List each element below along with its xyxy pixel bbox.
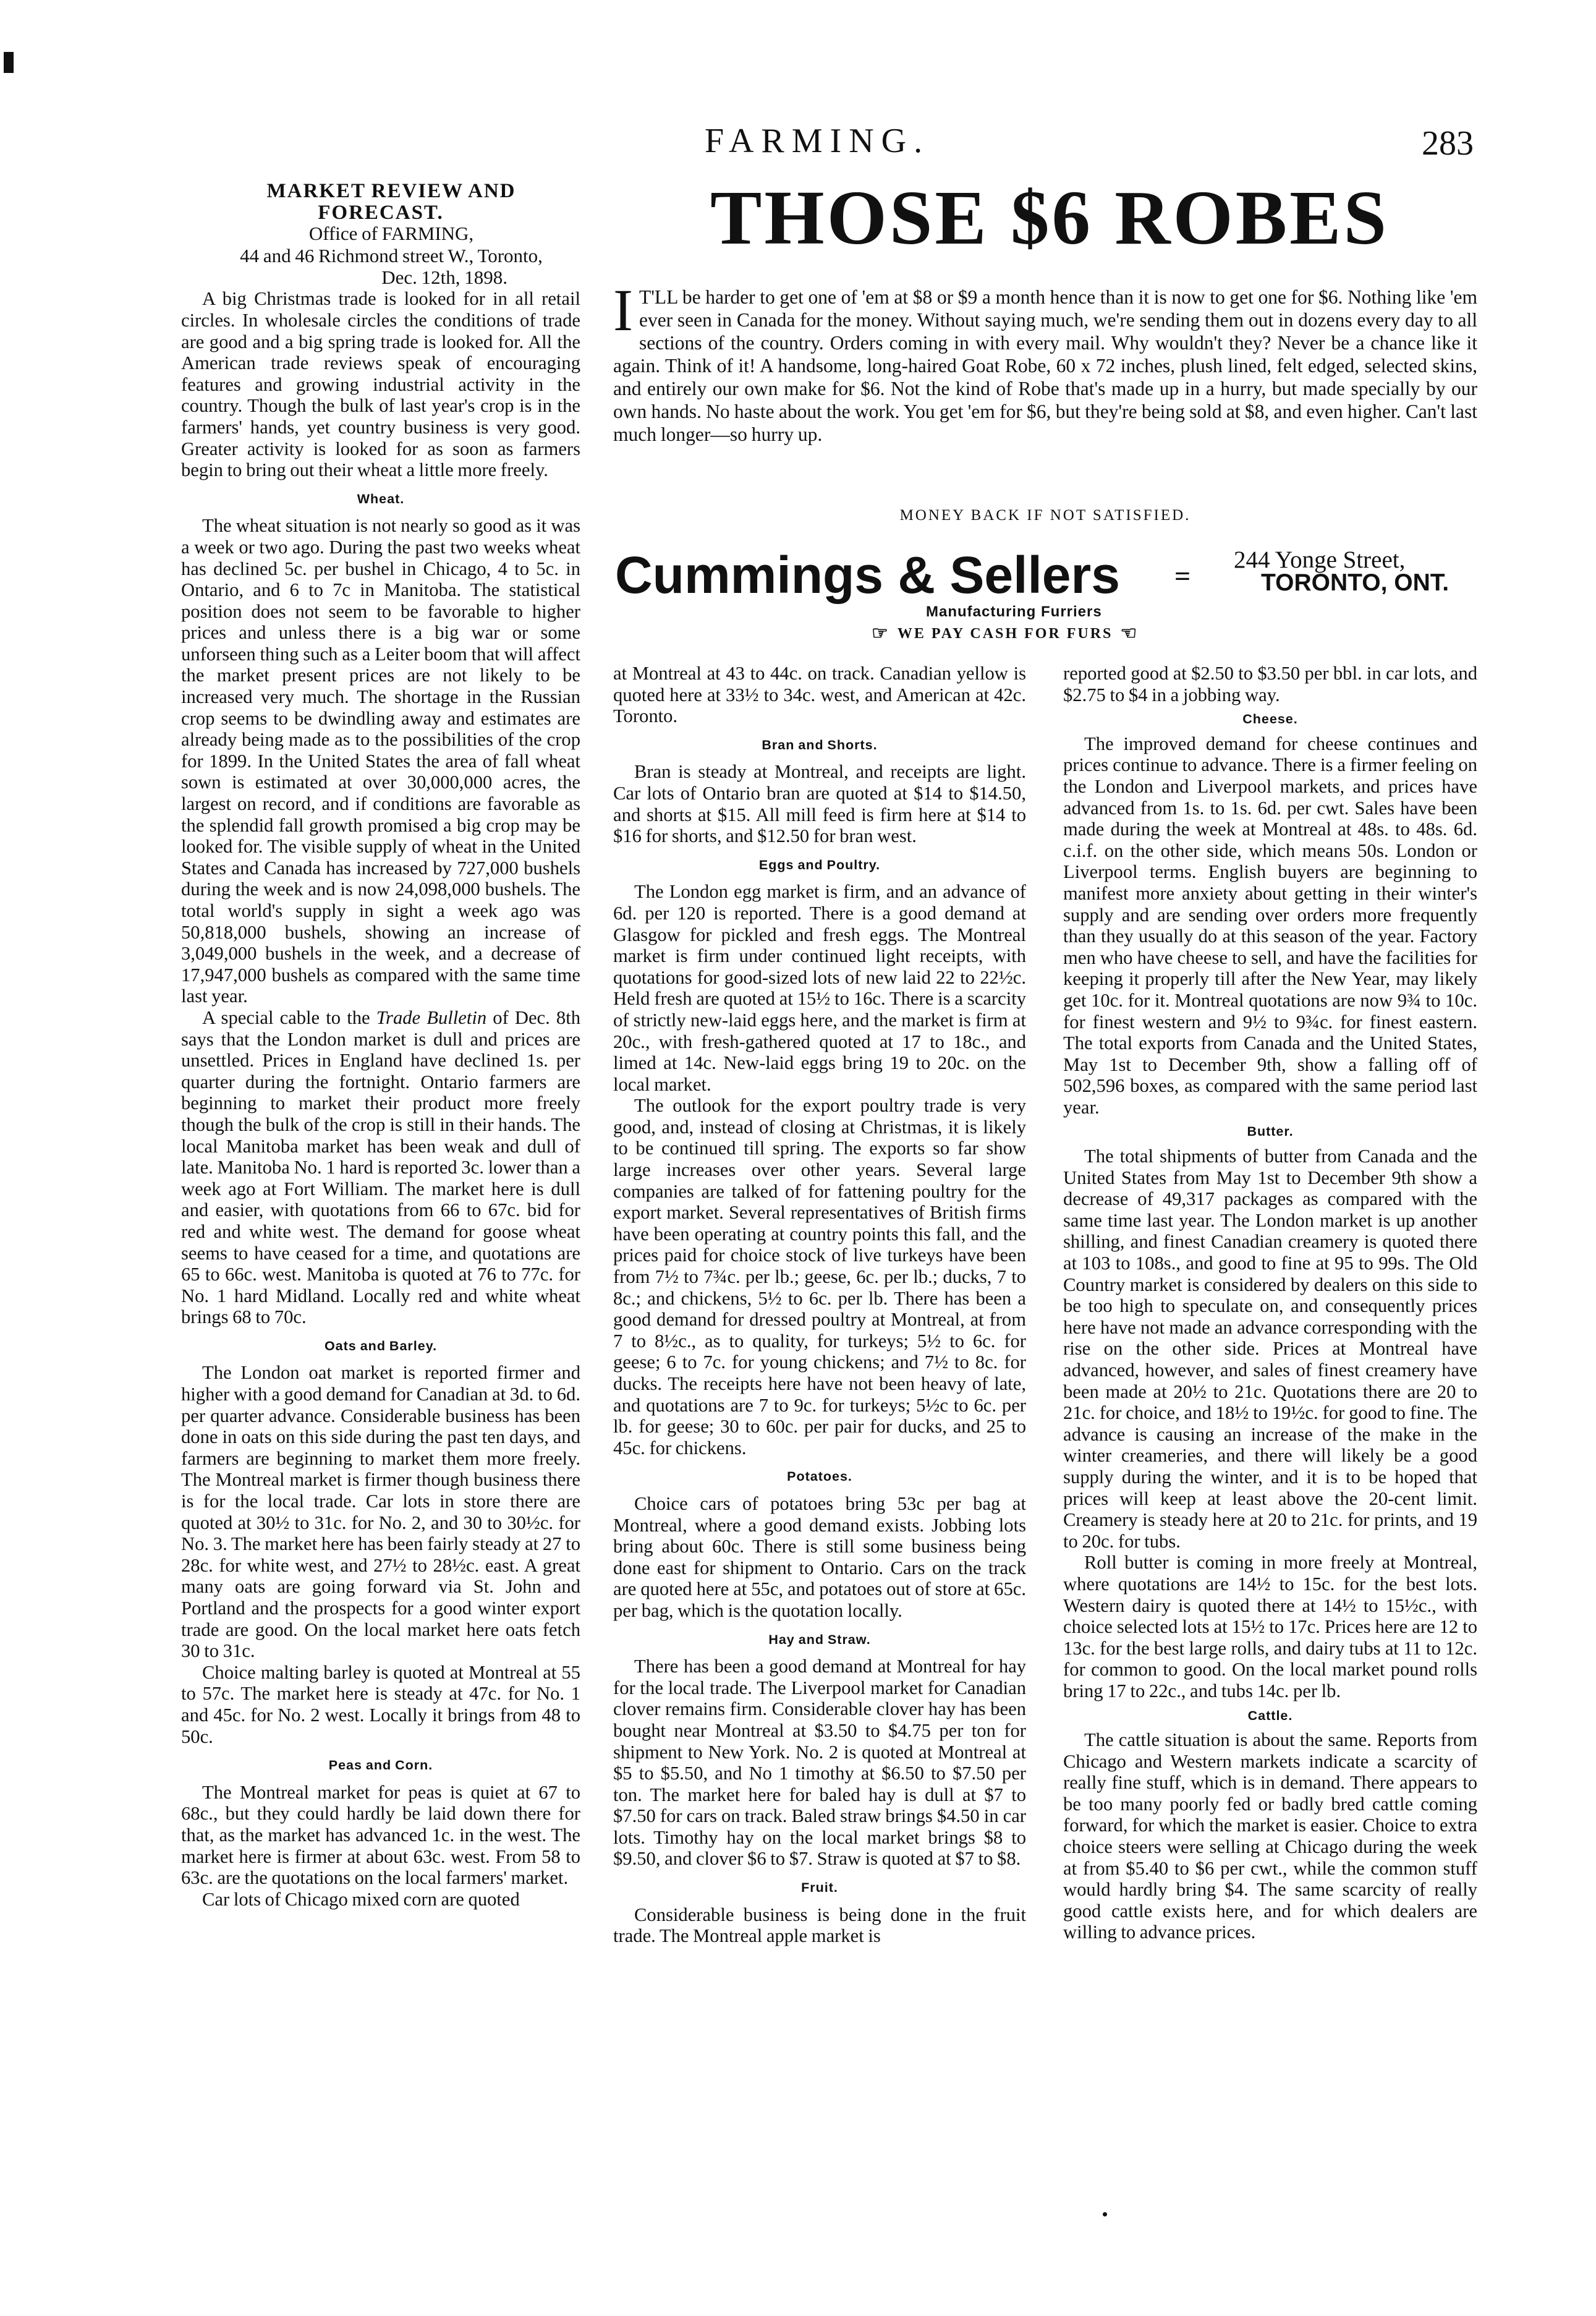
cheese-heading: Cheese. xyxy=(1242,712,1298,727)
ad-equals-sign: = xyxy=(1174,560,1191,592)
peas-paragraph: The Montreal market for peas is quiet at 67 to 68c., but they could hardly be laid down there for that, as the market has advanced 1c. in the west. The market here is firmer at about 63c. west. From 58 to 63c. are the quotations on the local farmers' market. xyxy=(181,1781,580,1889)
pointing-hand-right-icon: ☞ xyxy=(872,623,890,644)
ad-pay-line xyxy=(872,624,1139,643)
dateline: Dec. 12th, 1898. xyxy=(381,266,507,288)
ad-body xyxy=(613,277,1477,446)
ad-trade-line: Manufacturing Furriers xyxy=(926,603,1102,620)
wheat-cable-paragraph xyxy=(181,1007,580,1328)
market-review-column-3 xyxy=(1063,663,1477,2208)
intro-paragraph: A big Christmas trade is looked for in all retail circles. In wholesale circles the conditions of trade are good and a big spring trade is looked for. All the American trade reviews speak of encouraging features and growing industrial activity in the country. Though the bulk of last year's crop is in the farmers' hands, yet country business is very good. Greater activity is looked for as soon as farmers begin to bring out their wheat a little more freely. xyxy=(181,288,580,481)
address-line: 44 and 46 Richmond street W., Toronto, xyxy=(240,244,543,266)
market-review-column-1 xyxy=(181,181,580,2246)
ad-headline: THOSE $6 ROBES xyxy=(710,176,1389,261)
running-title: FARMING. xyxy=(705,122,930,160)
bran-paragraph: Bran is steady at Montreal, and receipts are light. Car lots of Ontario bran are quoted at $14 to $14.50, and shorts at $15. All mill feed is firm here at $14 to $16 for shorts, and $12.50 for bran west. xyxy=(613,761,1026,847)
fruit-paragraph: Considerable business is being done in the fruit trade. The Montreal apple market is xyxy=(613,1904,1026,1947)
butter-heading: Butter. xyxy=(1247,1124,1294,1139)
ad-firm-name: Cummings & Sellers xyxy=(615,546,1120,604)
ad-guarantee: MONEY BACK IF NOT SATISFIED. xyxy=(899,507,1191,524)
cheese-paragraph: The improved demand for cheese continues and prices continue to advance. There is a firmer feeling on the London and Liverpool markets, and prices have advanced from 1s. to 1s. 6d. per cwt. Sales have been made during the week at Montreal at 48s. to 48s. 6d. c.i.f. on the other side, which means 50s. London or Liverpool terms. English buyers are beginning to manifest more anxiety about getting in their winter's supply and are sending over orders more frequently than they usually do at this season of the year. Factory men who have cheese to sell, and have the facilities for keeping it properly till after the New Year, may likely get 10c. for it. Montreal quotations are now 9¾ to 10c. for finest western and 9½ to 9¾c. for finest eastern. The total exports from Canada and the United States, May 1st to December 9th, show a falling off of 502,596 boxes, as compared with the same period last year. xyxy=(1063,733,1477,1118)
wheat-cable-lead: A special cable to the xyxy=(202,1007,370,1028)
wheat-paragraph: The wheat situation is not nearly so good as it was a week or two ago. During the past two weeks wheat has declined 5c. per bushel in Chicago, 4 to 5c. in Ontario, and 6 to 7c in Manitoba. The statistical position does not seem to be favorable to higher prices and unless there is a big war or some unforseen thing such as a Leiter boom that will affect the market present prices are not likely to be increased very much. The shortage in the Russian crop seems to be dwindling away and estimates are already being made as to the possibilities of the crop for 1899. In the United States the area of fall wheat sown is estimated at over 30,000,000 acres, the largest on record, and if conditions are favorable as the splendid fall growth promised a big crop may be looked for. The visible supply of wheat in the United States and Canada has increased by 727,000 bushels during the week and is now 24,098,000 bushels. The total world's supply in sight a week ago was 50,818,000 bushels, showing an increase of 3,049,000 bushels in the week, and a decrease of 17,947,000 bushels as compared with the same time last year. xyxy=(181,515,580,1007)
potatoes-paragraph: Choice cars of potatoes bring 53c per bag at Montreal, where a good demand exists. Jobbing lots bring about 60c. There is still some business being done east for shipment to Ontario. Cars on the track are quoted here at 55c, and potatoes out of store at 65c. per bag, which is the quotation locally. xyxy=(613,1492,1026,1621)
office-line: Office of FARMING, xyxy=(308,223,474,245)
hay-heading: Hay and Straw. xyxy=(768,1632,871,1647)
page-number: 283 xyxy=(1422,124,1474,163)
ad-street-address: 244 Yonge Street, xyxy=(1234,547,1406,573)
butter-paragraph: The total shipments of butter from Canada and the United States from May 1st to December 9th show a decrease of 49,317 packages as compared with the same time last year. The London market is up another shilling, and finest Canadian creamery is quoted there at 103 to 108s., and good to fine at 95 to 99s. The Old Country market is considered by dealers on this side to be too high to speculate on, and consequently prices here have not made an advance corresponding with the rise on the other side. Prices at Montreal have advanced, however, and sales of finest creamery have been made at 20½ to 21c. Quotations there are 20 to 21c. for choice, and 18½ to 19½c. for good to fine. The advance is causing an increase of the make in the winter creameries, and there will likely be a good supply during the winter, and it is to be hoped that prices will keep at least above the 20-cent limit. Creamery is steady here at 20 to 21c. for prints, and 19 to 20c. for tubs. xyxy=(1063,1146,1477,1552)
market-review-column-2 xyxy=(613,663,1026,2208)
margin-mark xyxy=(4,52,14,73)
ad-body-text: T'LL be harder to get one of 'em at $8 or $9 a month hence than it is now to get one for $6. Nothing like 'em ever seen in Canada for the money. Without saying much, we're sending them out in dozens every day to all sections of the country. Orders coming in with every mail. Why wouldn't they? Never be a chance like it again. Think of it! A handsome, long-haired Goat Robe, 60 x 72 inches, plush lined, felt edged, selected skins, and entirely our own make for $6. Not the kind of Robe that's made up in a hurry, but made specially by our own hands. No haste about the work. You get 'em for $6, but they're being sold at $8, and even higher. Can't last much longer—so hurry up. xyxy=(613,286,1477,445)
corn-continued: at Montreal at 43 to 44c. on track. Canadian yellow is quoted here at 33½ to 34c. west, and American at 42c. Toronto. xyxy=(613,663,1026,727)
ad-city: TORONTO, ONT. xyxy=(1261,569,1450,596)
barley-paragraph: Choice malting barley is quoted at Montreal at 55 to 57c. The market here is steady at 47c. for No. 1 and 45c. for No. 2 west. Locally it brings from 48 to 50c. xyxy=(181,1661,580,1747)
ad-pay-text: WE PAY CASH FOR FURS xyxy=(897,625,1113,642)
eggs-paragraph: The London egg market is firm, and an advance of 6d. per 120 is reported. There is a good demand at Glasgow for pickled and fresh eggs. The Montreal market is firm under continued light receipts, with quotations for good-sized lots of new laid 22 to 22½c. Held fresh are quoted at 15½ to 16c. There is a scarcity of strictly new-laid eggs here, and the market is firm at 20c., with fresh-gathered quoted at 17 to 18c., and limed at 14c. New-laid eggs bring 19 to 20c. on the local market. xyxy=(613,881,1026,1095)
roll-butter-paragraph: Roll butter is coming in more freely at Montreal, where quotations are 14½ to 15c. for the best lots. Western dairy is quoted there at 14½ to 15½c., with choice selected lots at 15½ to 17c. Prices here are 12 to 13c. for the best large rolls, and dairy tubs at 11 to 12c. for common to good. On the local market pound rolls bring 17 to 22c., and tubs 14c. per lb. xyxy=(1063,1552,1477,1701)
bran-heading: Bran and Shorts. xyxy=(762,737,878,752)
pointing-hand-left-icon: ☜ xyxy=(1120,623,1139,644)
fruit-heading: Fruit. xyxy=(801,1880,838,1896)
eggs-heading: Eggs and Poultry. xyxy=(758,857,881,872)
potatoes-heading: Potatoes. xyxy=(787,1469,852,1484)
wheat-cable-rest: of Dec. 8th says that the London market is dull and prices are unsettled. Prices in England have declined 1s. per quarter during the fortnight. Ontario farmers are beginning to market their product more freely though the bulk of the crop is still in their hands. The local Manitoba market has been weak and dull of late. Manitoba No. 1 hard is reported 3c. lower than a week ago at Fort William. The market here is dull and easier, with quotations from 66 to 67c. bid for red and white west. The demand for goose wheat seems to have ceased for a time, and quotations are 65 to 66c. west. Manitoba is quoted at 76 to 77c. for No. 1 hard Midland. Locally red and white wheat brings 68 to 70c. xyxy=(181,1007,580,1328)
trade-bulletin-title: Trade Bulletin xyxy=(376,1007,487,1028)
corn-paragraph: Car lots of Chicago mixed corn are quoted xyxy=(202,1888,520,1910)
bottom-dot xyxy=(1103,2212,1107,2216)
market-review-title: MARKET REVIEW AND FORECAST. xyxy=(266,181,516,224)
wheat-heading: Wheat. xyxy=(357,491,405,506)
cattle-paragraph: The cattle situation is about the same. Reports from Chicago and Western markets indicate a scarcity of really fine stuff, which is in demand. There appears to be too many poorly fed or badly bred cattle coming forward, for which the market is easier. Choice to extra choice steers were selling at Chicago during the week at from $5.40 to $6 per cwt., while the common stuff would hardly bring $4. The same scarcity of really good cattle exists here, and for which dealers are willing to advance prices. xyxy=(1063,1729,1477,1943)
ad-dropcap: I xyxy=(613,277,633,343)
hay-paragraph: There has been a good demand at Montreal for hay for the local trade. The Liverpool market for Canadian clover remains firm. Considerable clover hay has been bought near Montreal at $3.50 to $4.75 per ton for shipment to New York. No. 2 is quoted at Montreal at $5 to $5.50, and No 1 timothy at $6.50 to $7.50 per ton. The market here for baled hay is dull at $7 to $7.50 for cars on track. Baled straw brings $4.50 in car lots. Timothy hay on the local market brings $8 to $9.50, and clover $6 to $7. Straw is quoted at $7 to $8. xyxy=(613,1656,1026,1870)
oats-heading: Oats and Barley. xyxy=(324,1338,438,1353)
cattle-heading: Cattle. xyxy=(1247,1708,1293,1723)
peas-heading: Peas and Corn. xyxy=(328,1758,433,1773)
fruit-continued: reported good at $2.50 to $3.50 per bbl. in car lots, and $2.75 to $4 in a jobbing way. xyxy=(1063,663,1477,705)
poultry-paragraph: The outlook for the export poultry trade is very good, and, instead of closing at Christmas, it is likely to be continued till spring. The exports so far show large increases over other years. Several large companies are talked of for fattening poultry for the export market. Several representatives of British firms have been operating at country points this fall, and the prices paid for choice stock of live turkeys have been from 7½ to 7¾c. per lb.; geese, 6c. per lb.; ducks, 7 to 8c.; and chickens, 5½ to 6c. per lb. There has been a good demand for dressed poultry at Montreal, at from 7 to 8½c., as to quality, for turkeys; 5½ to 6c. for geese; 6 to 7c. for young chickens; and 7½ to 8c. for ducks. The receipts here have not been heavy of late, and quotations are 7 to 9c. for turkeys; 5½c to 6c. per lb. for geese; 30 to 60c. per pair for ducks, and 25 to 45c. for chickens. xyxy=(613,1095,1026,1458)
oats-paragraph: The London oat market is reported firmer and higher with a good demand for Canadian at 3d. to 6d. per quarter advance. Considerable business has been done in oats on this side during the past ten days, and farmers are beginning to market them more freely. The Montreal market is firmer though business there is for the local trade. Car lots in store there are quoted at 30½ to 31c. for No. 2, and 30 to 30½c. for No. 3. The market here has been fairly steady at 27 to 28c. for white west, and 27½ to 28½c. east. A great many oats are going forward via St. John and Portland and the prospects for a good winter export trade are good. On the local market here oats fetch 30 to 31c. xyxy=(181,1362,580,1662)
